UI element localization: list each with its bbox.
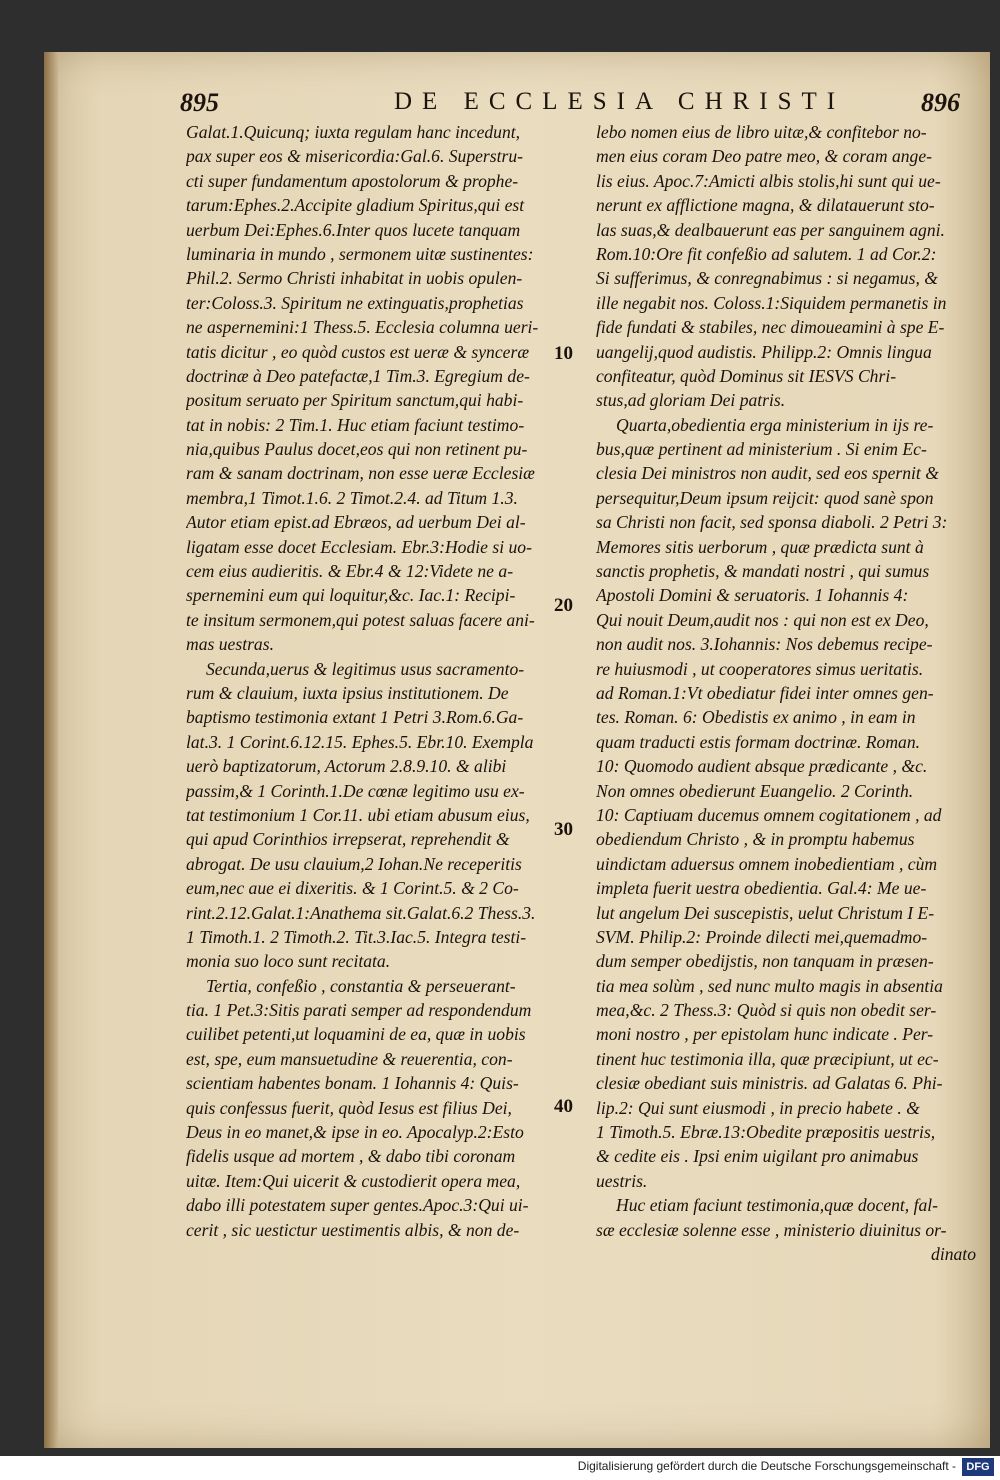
- text-line: mas uestras.: [186, 634, 274, 655]
- text-line: uerò baptizatorum, Actorum 2.8.9.10. & alibi: [186, 756, 507, 777]
- text-line: confiteatur, quòd Dominus sit IESVS Chri-: [596, 365, 897, 386]
- text-line: Galat.1.Quicunq; iuxta regulam hanc incedunt,: [186, 122, 521, 142]
- text-line: uerbum Dei:Ephes.6.Inter quos lucete tanquam: [186, 219, 521, 240]
- text-line: cerit , sic uestictur uestimentis albis, & non de-: [186, 1219, 520, 1240]
- text-line: obediendum Christo , & in promptu habemus: [596, 829, 915, 850]
- text-line: Rom.10:Ore fit confeßio ad salutem. 1 ad Cor.2:: [596, 243, 937, 264]
- text-line: lat.3. 1 Corint.6.12.15. Ephes.5. Ebr.10. Exempla: [186, 731, 534, 752]
- text-line: luminaria in mundo , sermonem uitæ sustinentes:: [186, 243, 534, 264]
- text-line: 10: Quomodo audient absque prædicante , &c.: [596, 756, 928, 777]
- text-line: mea,&c. 2 Thess.3: Quòd si quis non obedit ser-: [596, 1000, 937, 1021]
- text-line: ligatam esse docet Ecclesiam. Ebr.3:Hodie si uo-: [186, 536, 532, 557]
- text-line: Deus in eo manet,& ipse in eo. Apocalyp.2:Esto: [186, 1122, 524, 1143]
- text-line: membra,1 Timot.1.6. 2 Timot.2.4. ad Titum 1.3.: [186, 487, 518, 508]
- text-line: re huiusmodi , ut cooperatores simus ueritatis.: [596, 658, 924, 679]
- text-line: sæ ecclesiæ solenne esse , ministerio diuinitus or-: [596, 1219, 947, 1240]
- text-line: sanctis prophetis, & mandati nostri , qui sumus: [596, 561, 930, 582]
- text-line: pax super eos & misericordia:Gal.6. Superstru-: [186, 146, 524, 167]
- text-line: passim,& 1 Corinth.1.De cœnæ legitimo usu ex-: [186, 780, 525, 801]
- text-line: rint.2.12.Galat.1:Anathema sit.Galat.6.2 Thess.3.: [186, 902, 536, 923]
- text-line: baptismo testimonia extant 1 Petri 3.Rom.6.Ga-: [186, 707, 524, 728]
- text-line: est, spe, eum mansuetudine & reuerentia, con-: [186, 1048, 513, 1069]
- text-line: 1 Timoth.5. Ebræ.13:Obedite præpositis uestris,: [596, 1122, 936, 1143]
- text-line: quis confessus fuerit, quòd Iesus est filius Dei,: [186, 1097, 512, 1118]
- text-line: Tertia, confeßio , constantia & perseuerant-: [206, 975, 516, 996]
- text-line: tatis dicitur , eo quòd custos est ueræ & synceræ: [186, 341, 530, 362]
- text-line: moni nostro , per epistolam hunc indicate . Per-: [596, 1024, 934, 1045]
- text-line: tarum:Ephes.2.Accipite gladium Spiritus,qui est: [186, 195, 525, 216]
- margin-line-number: 10: [554, 343, 573, 364]
- text-line: spernemini eum qui loquitur,&c. Iac.1: Recipi-: [186, 585, 516, 606]
- text-line: uangelij,quod audistis. Philipp.2: Omnis lingua: [596, 341, 932, 362]
- text-line: uindictam aduersus omnem inobedientiam , cùm: [596, 853, 938, 874]
- margin-line-number: 20: [554, 595, 573, 616]
- text-line: ille negabit nos. Coloss.1:Siquidem permanetis in: [596, 292, 947, 313]
- text-column-left: [186, 120, 568, 1242]
- text-line: cti super fundamentum apostolorum & prophe-: [186, 170, 519, 191]
- text-line: Apostoli Domini & seruatoris. 1 Iohannis 4:: [596, 585, 909, 606]
- text-line: uestris.: [596, 1170, 648, 1191]
- text-line: abrogat. De usu clauium,2 Iohan.Ne receperitis: [186, 853, 522, 874]
- text-line: tia mea solùm , sed nunc multo magis in absentia: [596, 975, 943, 996]
- text-line: bus,quæ pertinent ad ministerium . Si enim Ec-: [596, 439, 927, 460]
- text-line: Quarta,obedientia erga ministerium in ijs re-: [616, 414, 934, 435]
- text-line: fidelis usque ad mortem , & dabo tibi coronam: [186, 1146, 516, 1167]
- footer-credit: Digitalisierung gefördert durch die Deutsche Forschungsgemeinschaft -: [577, 1459, 956, 1473]
- text-line: Secunda,uerus & legitimus usus sacramento-: [206, 658, 525, 679]
- text-line: doctrinæ à Deo patefactæ,1 Tim.3. Egregium de-: [186, 365, 530, 386]
- text-line: sa Christi non facit, sed sponsa diaboli. 2 Petri 3:: [596, 512, 948, 533]
- margin-line-number: 30: [554, 819, 573, 840]
- text-line: lip.2: Qui sunt eiusmodi , in precio habete . &: [596, 1097, 920, 1118]
- text-line: Qui nouit Deum,audit nos : qui non est ex Deo,: [596, 609, 929, 630]
- text-line: positum seruato per Spiritum sanctum,qui habi-: [186, 390, 524, 411]
- text-line: nerunt ex afflictione magna, & dilatauerunt sto-: [596, 195, 935, 216]
- text-line: impleta fuerit uestra obedientia. Gal.4: Me ue-: [596, 878, 927, 899]
- footer-bar: [0, 1456, 1000, 1480]
- text-line: uitæ. Item:Qui uicerit & custodierit opera mea,: [186, 1170, 521, 1191]
- text-line: rum & clauium, iuxta ipsius institutionem. De: [186, 682, 509, 703]
- text-line: lut angelum Dei suscepistis, uelut Christum I E-: [596, 902, 935, 923]
- text-line: Non omnes obedierunt Euangelio. 2 Corinth.: [596, 780, 914, 801]
- text-line: cuilibet petenti,ut loquamini de ea, quæ in uobis: [186, 1024, 526, 1045]
- text-line: qui apud Corinthios irrepserat, reprehendit &: [186, 829, 510, 850]
- text-line: non audit nos. 3.Iohannis: Nos debemus recipe-: [596, 634, 933, 655]
- text-line: lis eius. Apoc.7:Amicti albis stolis,hi sunt qui ue-: [596, 170, 941, 191]
- text-line: 1 Timoth.1. 2 Timoth.2. Tit.3.Iac.5. Integra testi-: [186, 926, 527, 947]
- page-gutter-edge: [44, 52, 58, 1448]
- text-line: SVM. Philip.2: Proinde dilecti mei,quemadmo-: [596, 926, 928, 947]
- text-line: dinato: [931, 1243, 976, 1264]
- dfg-logo: DFG: [962, 1458, 994, 1476]
- running-head: DE ECCLESIA CHRISTI: [394, 88, 846, 115]
- margin-line-number: 40: [554, 1096, 573, 1117]
- text-line: dum semper obedijstis, non tanquam in præsen-: [596, 951, 934, 972]
- text-column-right: [596, 120, 976, 1266]
- text-line: te insitum sermonem,qui potest saluas facere ani-: [186, 609, 535, 630]
- text-line: clesiæ obediant suis ministris. ad Galatas 6. Phi-: [596, 1073, 943, 1094]
- text-line: nia,quibus Paulus docet,eos qui non retinent pu-: [186, 439, 528, 460]
- text-line: Huc etiam faciunt testimonia,quæ docent, fal-: [616, 1195, 939, 1216]
- text-line: tat in nobis: 2 Tim.1. Huc etiam faciunt testimo-: [186, 414, 525, 435]
- text-line: & cedite eis . Ipsi enim uigilant pro animabus: [596, 1146, 919, 1167]
- text-line: Si sufferimus, & conregnabimus : si negamus, &: [596, 268, 938, 289]
- text-line: lebo nomen eius de libro uitæ,& confitebor no-: [596, 122, 927, 142]
- text-line: ter:Coloss.3. Spiritum ne extinguatis,prophetias: [186, 292, 524, 313]
- text-line: las suas,& dealbauerunt eas per sanguinem agni.: [596, 219, 945, 240]
- page-number-right: 896: [921, 88, 960, 117]
- text-line: men eius coram Deo patre meo, & coram ange-: [596, 146, 932, 167]
- text-line: cem eius audieritis. & Ebr.4 & 12:Videte ne a-: [186, 561, 514, 582]
- text-line: scientiam habentes bonam. 1 Iohannis 4: Quis-: [186, 1073, 519, 1094]
- page-header: [180, 86, 960, 122]
- text-line: tinent huc testimonia illa, quæ præcipiunt, ut ec-: [596, 1048, 939, 1069]
- text-line: Memores sitis uerborum , quæ prædicta sunt à: [596, 536, 924, 557]
- text-line: ne aspernemini:1 Thess.5. Ecclesia columna ueri-: [186, 317, 539, 338]
- text-line: persequitur,Deum ipsum reijcit: quod sanè spon: [596, 487, 934, 508]
- text-line: dabo illi potestatem super gentes.Apoc.3:Qui ui-: [186, 1195, 529, 1216]
- text-line: quam traducti estis formam doctrinæ. Roman.: [596, 731, 921, 752]
- text-line: tes. Roman. 6: Obedistis ex animo , in eam in: [596, 707, 916, 728]
- text-line: eum,nec aue ei dixeritis. & 1 Corint.5. & 2 Co-: [186, 878, 519, 899]
- text-line: tia. 1 Pet.3:Sitis parati semper ad respondendum: [186, 1000, 532, 1021]
- text-line: 10: Captiuam ducemus omnem cogitationem , ad: [596, 804, 942, 825]
- text-line: Autor etiam epist.ad Ebræos, ad uerbum Dei al-: [186, 512, 526, 533]
- text-line: tat testimonium 1 Cor.11. ubi etiam abusum eius,: [186, 804, 530, 825]
- text-line: clesia Dei ministros non audit, sed eos spernit &: [596, 463, 939, 484]
- page-number-left: 895: [180, 88, 219, 117]
- text-line: ram & sanam doctrinam, non esse ueræ Ecclesiæ: [186, 463, 535, 484]
- text-line: fide fundati & stabiles, nec dimoueamini à spe E-: [596, 317, 945, 338]
- text-line: Phil.2. Sermo Christi inhabitat in uobis opulen-: [186, 268, 523, 289]
- text-line: monia suo loco sunt recitata.: [186, 951, 391, 972]
- text-line: stus,ad gloriam Dei patris.: [596, 390, 786, 411]
- text-line: ad Roman.1:Vt obediatur fidei inter omnes gen-: [596, 682, 934, 703]
